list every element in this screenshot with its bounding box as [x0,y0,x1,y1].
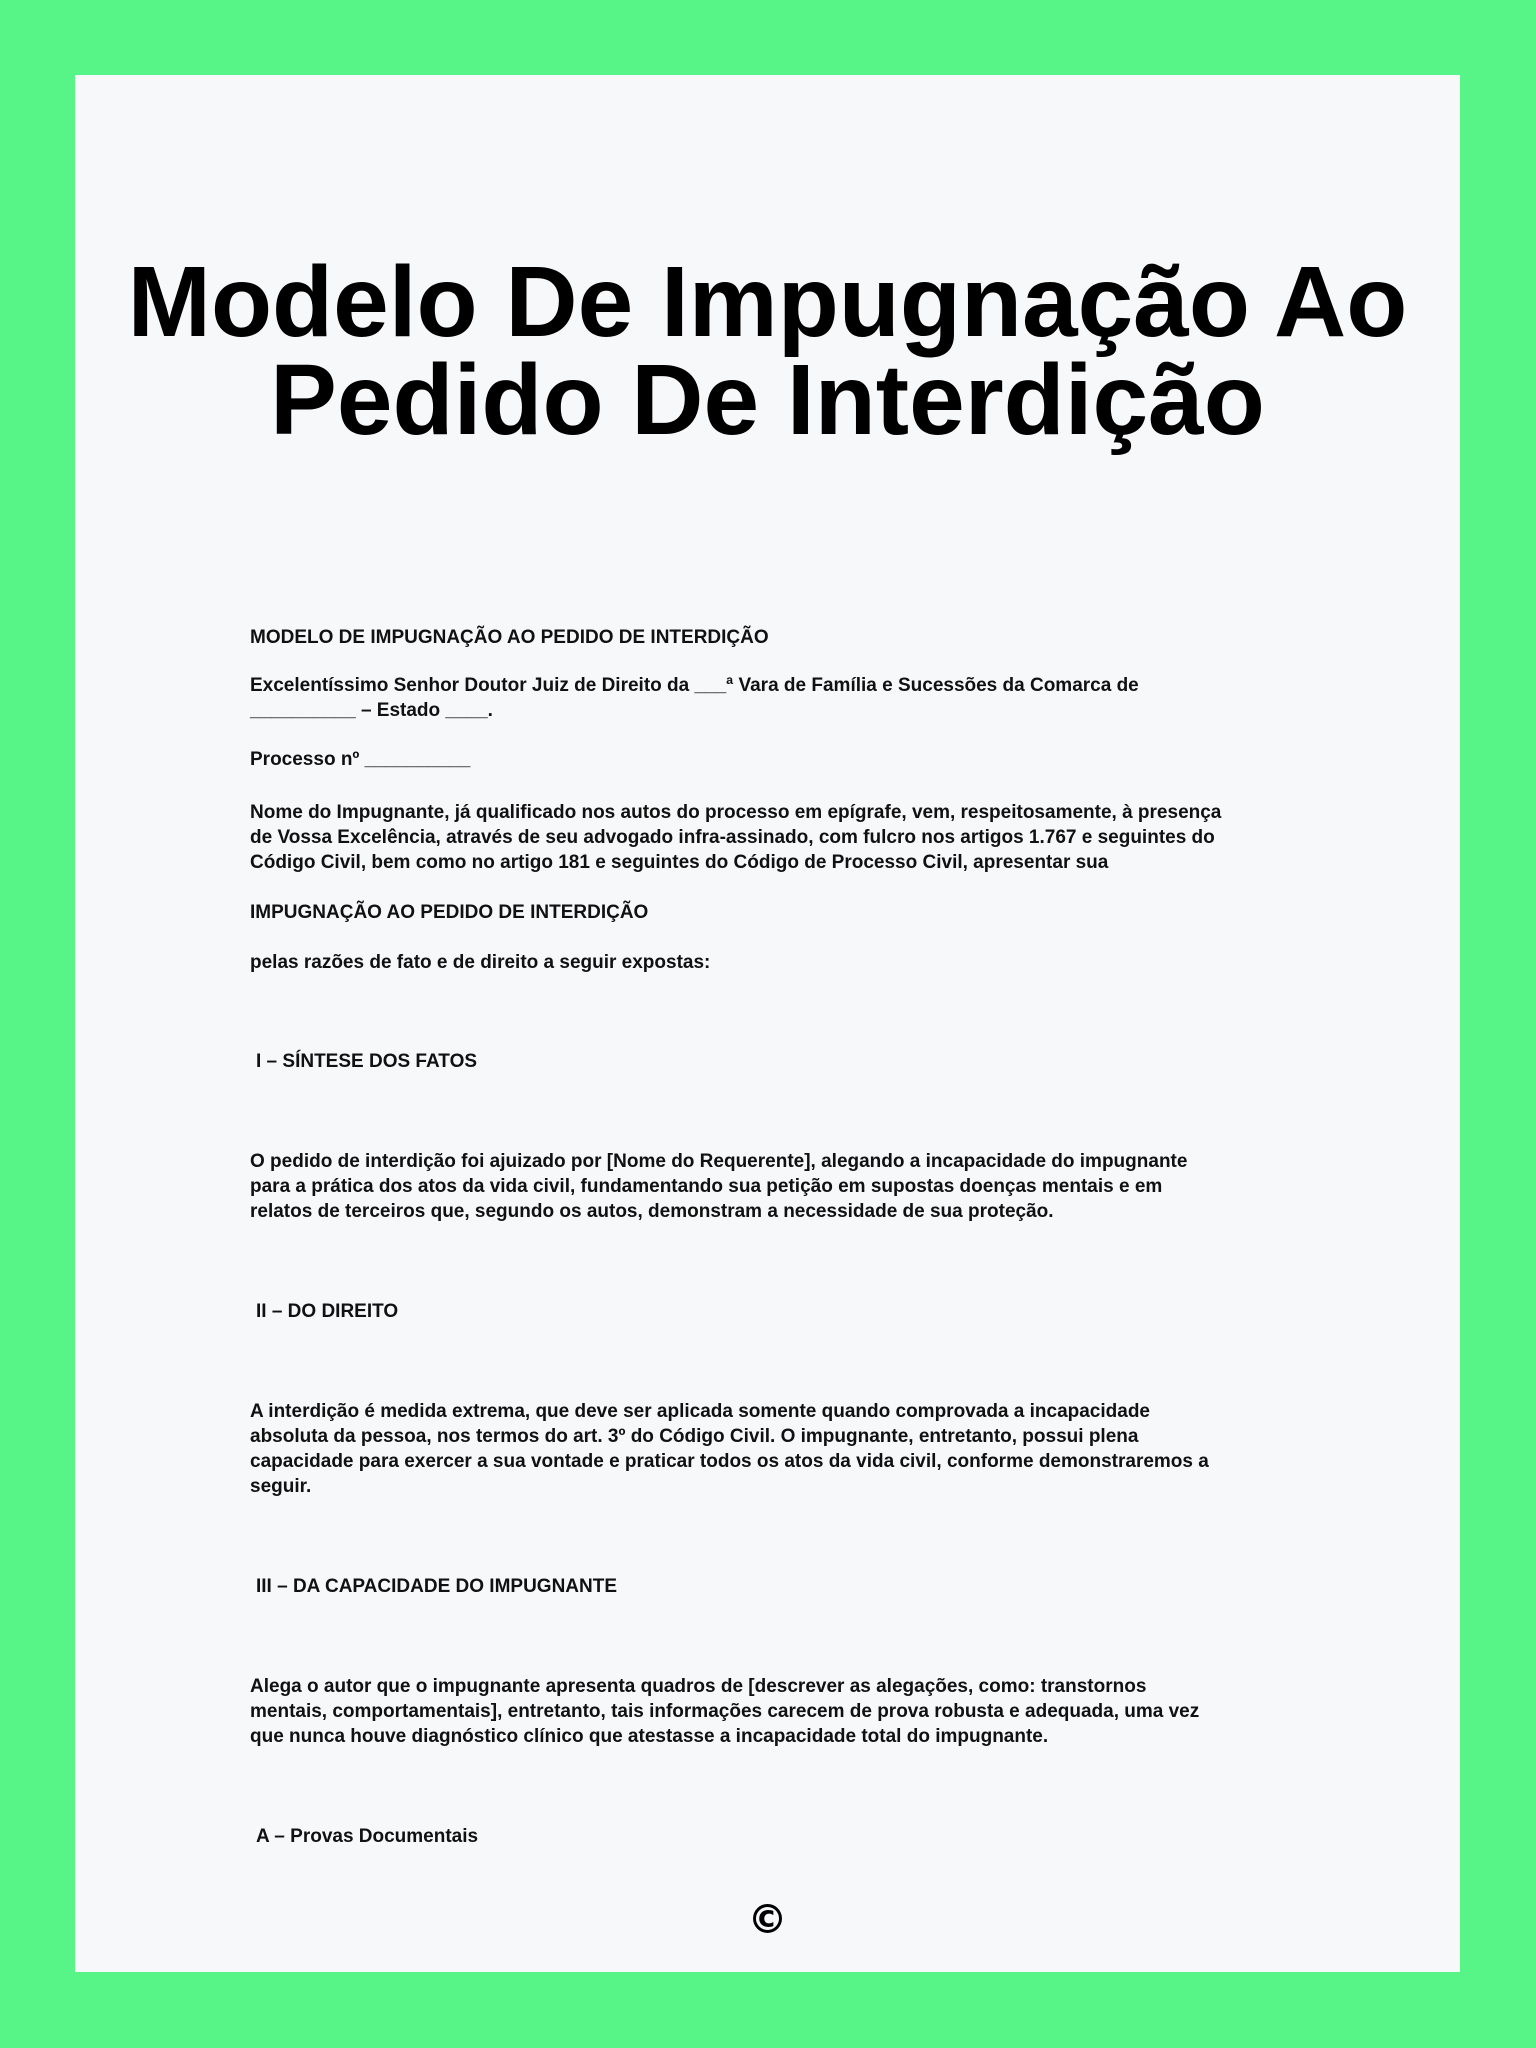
intro-line-2: de Vossa Excelência, através de seu advogado infra-assinado, com fulcro nos artigos 1.767 e seguintes do [250,827,1215,848]
section-2-line-4: seguir. [250,1476,312,1497]
section-3-line-1: Alega o autor que o impugnante apresenta quadros de [descrever as alegações, como: transtornos [250,1676,1147,1697]
razoes-text: pelas razões de fato e de direito a seguir expostas: [250,952,711,973]
page-title-line-1: Modelo De Impugnação Ao [127,246,1408,358]
page-title [75,246,1460,456]
intro-line-1: Nome do Impugnante, já qualificado nos autos do processo em epígrafe, vem, respeitosamente, à presença [250,802,1222,823]
document-heading: MODELO DE IMPUGNAÇÃO AO PEDIDO DE INTERDIÇÃO [250,627,769,648]
section-1-line-2: para a prática dos atos da vida civil, fundamentando sua petição em supostas doenças mentais e em [250,1176,1163,1197]
document-page [75,75,1460,1972]
section-1-line-3: relatos de terceiros que, segundo os autos, demonstram a necessidade de sua proteção. [250,1201,1054,1222]
section-1-line-1: O pedido de interdição foi ajuizado por [Nome do Requerente], alegando a incapacidade do impugnante [250,1151,1188,1172]
section-2-line-3: capacidade para exercer a sua vontade e praticar todos os atos da vida civil, conforme demonstraremos a [250,1451,1209,1472]
section-3-title: III – DA CAPACIDADE DO IMPUGNANTE [256,1576,618,1597]
intro-line-3: Código Civil, bem como no artigo 181 e seguintes do Código de Processo Civil, apresentar sua [250,852,1109,873]
section-2-line-1: A interdição é medida extrema, que deve ser aplicada somente quando comprovada a incapacidade [250,1401,1150,1422]
section-1-title: I – SÍNTESE DOS FATOS [256,1051,478,1072]
section-3-line-3: que nunca houve diagnóstico clínico que atestasse a incapacidade total do impugnante. [250,1726,1049,1747]
copyright-icon: © [747,1897,788,1943]
page-title-line-2: Pedido De Interdição [270,344,1265,456]
addressee-line-1: Excelentíssimo Senhor Doutor Juiz de Direito da ___ª Vara de Família e Sucessões da Comarca de [250,675,1139,696]
subsection-a-title: A – Provas Documentais [256,1826,479,1847]
section-2-title: II – DO DIREITO [256,1301,399,1322]
addressee-line-2: __________ – Estado ____. [250,700,493,721]
section-2-line-2: absoluta da pessoa, nos termos do art. 3º do Código Civil. O impugnante, entretanto, possui plena [250,1426,1139,1447]
section-3-line-2: mentais, comportamentais], entretanto, tais informações carecem de prova robusta e adequada, uma vez [250,1701,1200,1722]
impugnacao-heading: IMPUGNAÇÃO AO PEDIDO DE INTERDIÇÃO [250,902,649,923]
process-number: Processo nº __________ [250,749,471,770]
